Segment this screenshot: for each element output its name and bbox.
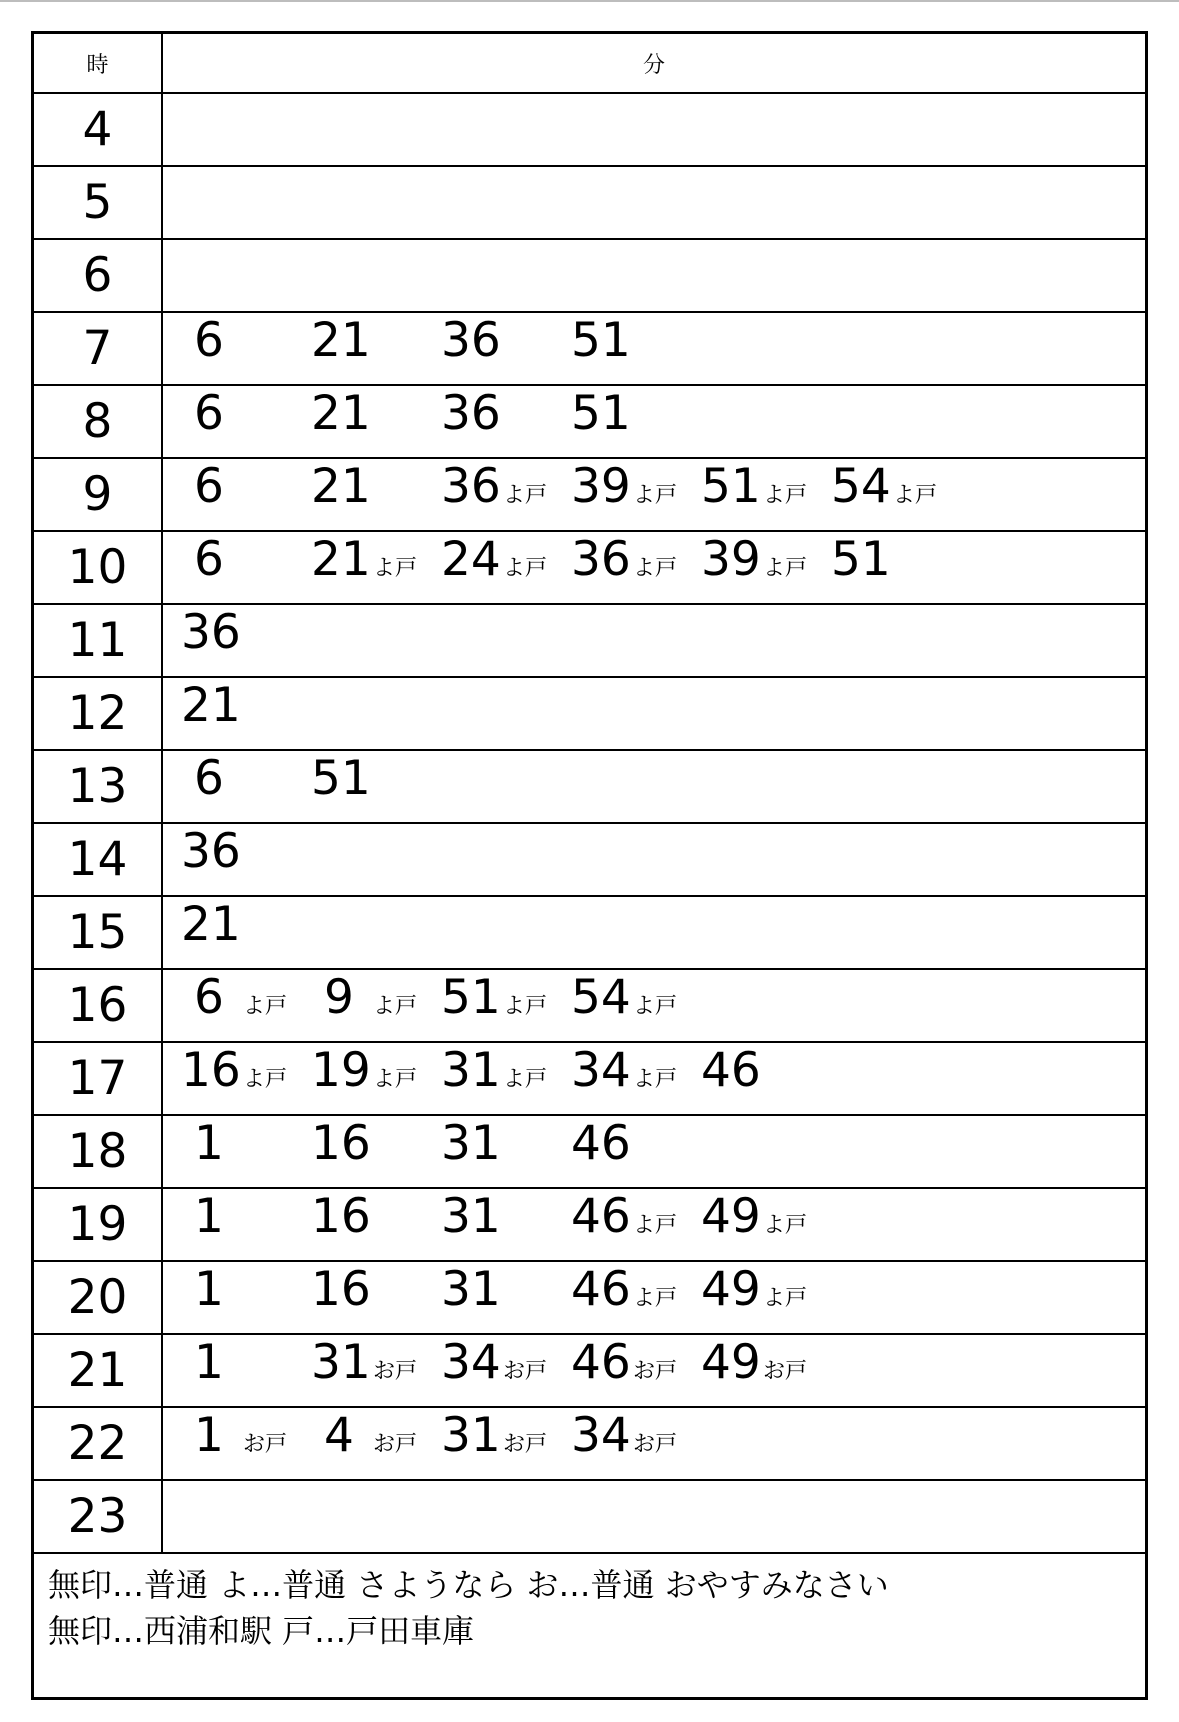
hour-cell: 5: [34, 166, 162, 239]
departure: [441, 1043, 571, 1098]
departure-mark: よ戸: [503, 994, 548, 1019]
departure-mark: よ戸: [373, 556, 418, 581]
hour-row: [34, 750, 1145, 823]
hour-cell: 15: [34, 896, 162, 969]
hour-cell: 22: [34, 1407, 162, 1480]
departure-list: [163, 167, 1145, 238]
departure-minute: 1: [194, 1262, 224, 1317]
departure-list: [163, 970, 1145, 1041]
departure-minute: 46: [571, 1335, 631, 1390]
departure-list: [163, 1262, 1145, 1333]
hour-cell: 8: [34, 385, 162, 458]
departure-minute: 51: [831, 532, 891, 587]
departure-list: [163, 1116, 1145, 1187]
departure-mark: よ戸: [503, 483, 548, 508]
departure-minute: 1: [194, 1189, 224, 1244]
departure-list: [163, 1043, 1145, 1114]
departure-mark: お戸: [503, 1432, 548, 1457]
departure-minute: 21: [311, 459, 371, 514]
minutes-cell: [162, 458, 1145, 531]
departure: [311, 313, 441, 368]
departure: [181, 1116, 311, 1171]
minutes-cell: [162, 750, 1145, 823]
departure-minute: 6: [194, 313, 224, 368]
hour-row: [34, 93, 1145, 166]
departure: [181, 313, 311, 368]
departure: [181, 605, 311, 660]
hour-cell: 9: [34, 458, 162, 531]
departure: [311, 1335, 441, 1390]
timetable-body: [34, 93, 1145, 1553]
departure-mark: よ戸: [763, 483, 808, 508]
minutes-cell: [162, 531, 1145, 604]
minutes-cell: [162, 1480, 1145, 1553]
departure-minute: 31: [441, 1408, 501, 1463]
departure-minute: 49: [701, 1189, 761, 1244]
departure-minute: 16: [311, 1189, 371, 1244]
departure-minute: 21: [311, 313, 371, 368]
departure-list: [163, 678, 1145, 749]
hour-row: [34, 896, 1145, 969]
hour-row: [34, 458, 1145, 531]
departure-minute: 46: [571, 1262, 631, 1317]
hour-row: [34, 385, 1145, 458]
departure-mark: よ戸: [373, 994, 418, 1019]
departure-minute: 36: [181, 824, 241, 879]
hour-cell: 17: [34, 1042, 162, 1115]
departure-mark: よ戸: [503, 1067, 548, 1092]
top-divider: [0, 0, 1179, 2]
departure-minute: 6: [194, 532, 224, 587]
departure: [701, 1189, 831, 1244]
departure: [181, 386, 311, 441]
departure-minute: 6: [194, 751, 224, 806]
departure-mark: よ戸: [633, 1286, 678, 1311]
departure-mark: よ戸: [633, 556, 678, 581]
minutes-cell: [162, 166, 1145, 239]
departure-minute: 4: [324, 1408, 354, 1463]
minutes-cell: [162, 604, 1145, 677]
departure: [311, 386, 441, 441]
departure-minute: 21: [181, 678, 241, 733]
departure-minute: 6: [194, 970, 224, 1025]
departure: [441, 386, 571, 441]
departure-list: [163, 240, 1145, 311]
departure-minute: 31: [441, 1116, 501, 1171]
departure-minute: 36: [571, 532, 631, 587]
departure: [571, 1335, 701, 1390]
departure-list: [163, 605, 1145, 676]
hour-cell: 21: [34, 1334, 162, 1407]
departure-minute: 6: [194, 459, 224, 514]
departure: [181, 1408, 311, 1463]
departure-mark: よ戸: [243, 1067, 288, 1092]
hour-row: [34, 969, 1145, 1042]
departure: [701, 1262, 831, 1317]
departure-minute: 39: [571, 459, 631, 514]
departure-minute: 51: [571, 313, 631, 368]
hour-row: [34, 531, 1145, 604]
departure: [181, 678, 311, 733]
departure-minute: 34: [571, 1408, 631, 1463]
hour-row: [34, 1188, 1145, 1261]
departure: [441, 1262, 571, 1317]
departure: [181, 1043, 311, 1098]
departure: [311, 1189, 441, 1244]
departure-minute: 1: [194, 1335, 224, 1390]
departure-minute: 1: [194, 1408, 224, 1463]
departure-mark: よ戸: [893, 483, 938, 508]
hour-cell: 12: [34, 677, 162, 750]
departure-minute: 6: [194, 386, 224, 441]
departure-minute: 16: [181, 1043, 241, 1098]
departure: [181, 970, 311, 1025]
departure: [311, 1262, 441, 1317]
departure-minute: 16: [311, 1262, 371, 1317]
departure: [441, 313, 571, 368]
minutes-cell: [162, 896, 1145, 969]
legend-row: [34, 1553, 1145, 1701]
departure-minute: 16: [311, 1116, 371, 1171]
departure-minute: 31: [311, 1335, 371, 1390]
departure-minute: 21: [311, 386, 371, 441]
departure: [311, 1116, 441, 1171]
hour-cell: 14: [34, 823, 162, 896]
departure-minute: 36: [441, 459, 501, 514]
departure-minute: 54: [831, 459, 891, 514]
departure-minute: 31: [441, 1043, 501, 1098]
hour-cell: 10: [34, 531, 162, 604]
departure-mark: お戸: [373, 1432, 418, 1457]
departure-mark: お戸: [243, 1432, 288, 1457]
hour-row: [34, 1115, 1145, 1188]
departure-minute: 51: [701, 459, 761, 514]
departure: [441, 459, 571, 514]
departure: [701, 1043, 831, 1098]
hour-cell: 13: [34, 750, 162, 823]
departure-minute: 36: [441, 313, 501, 368]
departure-mark: お戸: [373, 1359, 418, 1384]
hour-row: [34, 604, 1145, 677]
departure-list: [163, 897, 1145, 968]
departure-mark: お戸: [763, 1359, 808, 1384]
departure: [181, 824, 311, 879]
departure-minute: 46: [701, 1043, 761, 1098]
hour-row: [34, 1480, 1145, 1553]
departure-minute: 49: [701, 1262, 761, 1317]
departure: [181, 1189, 311, 1244]
departure-mark: よ戸: [503, 556, 548, 581]
departure-minute: 34: [571, 1043, 631, 1098]
departure: [441, 1335, 571, 1390]
departure: [181, 459, 311, 514]
departure-minute: 31: [441, 1189, 501, 1244]
departure-list: [163, 94, 1145, 165]
departure-mark: よ戸: [763, 1213, 808, 1238]
departure-list: [163, 824, 1145, 895]
departure: [181, 1262, 311, 1317]
hour-cell: 18: [34, 1115, 162, 1188]
departure: [571, 532, 701, 587]
hour-row: [34, 677, 1145, 750]
departure-minute: 51: [571, 386, 631, 441]
header-row: [34, 34, 1145, 93]
departure: [181, 897, 311, 952]
departure: [571, 313, 701, 368]
departure-minute: 19: [311, 1043, 371, 1098]
departure-mark: お戸: [633, 1432, 678, 1457]
legend: [34, 1553, 1145, 1701]
departure-minute: 39: [701, 532, 761, 587]
departure: [571, 386, 701, 441]
hour-cell: 19: [34, 1188, 162, 1261]
departure: [311, 751, 441, 806]
minutes-cell: [162, 1407, 1145, 1480]
departure-mark: よ戸: [633, 1213, 678, 1238]
legend-line-service: 無印…普通 よ…普通 さようなら お…普通 おやすみなさい: [48, 1566, 889, 1604]
hour-cell: 20: [34, 1261, 162, 1334]
departure-mark: よ戸: [633, 483, 678, 508]
departure: [311, 532, 441, 587]
departure: [181, 751, 311, 806]
departure: [571, 459, 701, 514]
hour-cell: 4: [34, 93, 162, 166]
departure: [441, 970, 571, 1025]
minute-column-header: 分: [162, 34, 1145, 93]
departure-minute: 51: [311, 751, 371, 806]
hour-row: [34, 1334, 1145, 1407]
minutes-cell: [162, 1188, 1145, 1261]
departure-minute: 1: [194, 1116, 224, 1171]
departure-mark: よ戸: [633, 1067, 678, 1092]
departure-minute: 51: [441, 970, 501, 1025]
departure: [831, 459, 961, 514]
departure: [311, 459, 441, 514]
minutes-cell: [162, 312, 1145, 385]
departure: [441, 1408, 571, 1463]
departure-list: [163, 386, 1145, 457]
departure-minute: 46: [571, 1189, 631, 1244]
departure-list: [163, 1481, 1145, 1552]
departure: [311, 970, 441, 1025]
hour-cell: 23: [34, 1480, 162, 1553]
minutes-cell: [162, 239, 1145, 312]
departure-minute: 24: [441, 532, 501, 587]
minutes-cell: [162, 823, 1145, 896]
departure-minute: 46: [571, 1116, 631, 1171]
legend-line-destination: 無印…西浦和駅 戸…戸田車庫: [48, 1612, 475, 1650]
departure-list: [163, 1189, 1145, 1260]
minutes-cell: [162, 969, 1145, 1042]
timetable: [31, 31, 1148, 1700]
departure: [701, 459, 831, 514]
departure: [571, 1189, 701, 1244]
hour-row: [34, 312, 1145, 385]
departure: [571, 1043, 701, 1098]
departure-minute: 21: [311, 532, 371, 587]
departure-mark: よ戸: [633, 994, 678, 1019]
hour-row: [34, 1261, 1145, 1334]
departure: [181, 1335, 311, 1390]
departure: [571, 1262, 701, 1317]
hour-cell: 6: [34, 239, 162, 312]
departure: [441, 1116, 571, 1171]
hour-cell: 16: [34, 969, 162, 1042]
hour-cell: 11: [34, 604, 162, 677]
minutes-cell: [162, 93, 1145, 166]
hour-row: [34, 166, 1145, 239]
departure-minute: 54: [571, 970, 631, 1025]
departure: [571, 1408, 701, 1463]
departure: [181, 532, 311, 587]
hour-row: [34, 1407, 1145, 1480]
hour-column-header: 時: [34, 34, 162, 93]
timetable-grid: [34, 34, 1145, 1701]
departure: [701, 1335, 831, 1390]
departure-minute: 31: [441, 1262, 501, 1317]
departure: [311, 1043, 441, 1098]
departure: [311, 1408, 441, 1463]
minutes-cell: [162, 385, 1145, 458]
hour-row: [34, 1042, 1145, 1115]
departure: [441, 532, 571, 587]
hour-cell: 7: [34, 312, 162, 385]
departure-mark: お戸: [503, 1359, 548, 1384]
hour-row: [34, 823, 1145, 896]
departure-minute: 36: [181, 605, 241, 660]
departure-mark: よ戸: [243, 994, 288, 1019]
departure-minute: 36: [441, 386, 501, 441]
departure-minute: 34: [441, 1335, 501, 1390]
hour-row: [34, 239, 1145, 312]
departure-minute: 9: [324, 970, 354, 1025]
departure-mark: よ戸: [373, 1067, 418, 1092]
departure: [831, 532, 961, 587]
departure: [571, 970, 701, 1025]
minutes-cell: [162, 1334, 1145, 1407]
departure-minute: 49: [701, 1335, 761, 1390]
departure-list: [163, 751, 1145, 822]
minutes-cell: [162, 1261, 1145, 1334]
departure: [571, 1116, 701, 1171]
minutes-cell: [162, 1115, 1145, 1188]
departure-list: [163, 459, 1145, 530]
departure-mark: よ戸: [763, 1286, 808, 1311]
departure-mark: お戸: [633, 1359, 678, 1384]
departure-mark: よ戸: [763, 556, 808, 581]
departure-list: [163, 1408, 1145, 1479]
departure: [441, 1189, 571, 1244]
departure-list: [163, 1335, 1145, 1406]
departure-minute: 21: [181, 897, 241, 952]
minutes-cell: [162, 1042, 1145, 1115]
departure-list: [163, 313, 1145, 384]
departure-list: [163, 532, 1145, 603]
departure: [701, 532, 831, 587]
minutes-cell: [162, 677, 1145, 750]
